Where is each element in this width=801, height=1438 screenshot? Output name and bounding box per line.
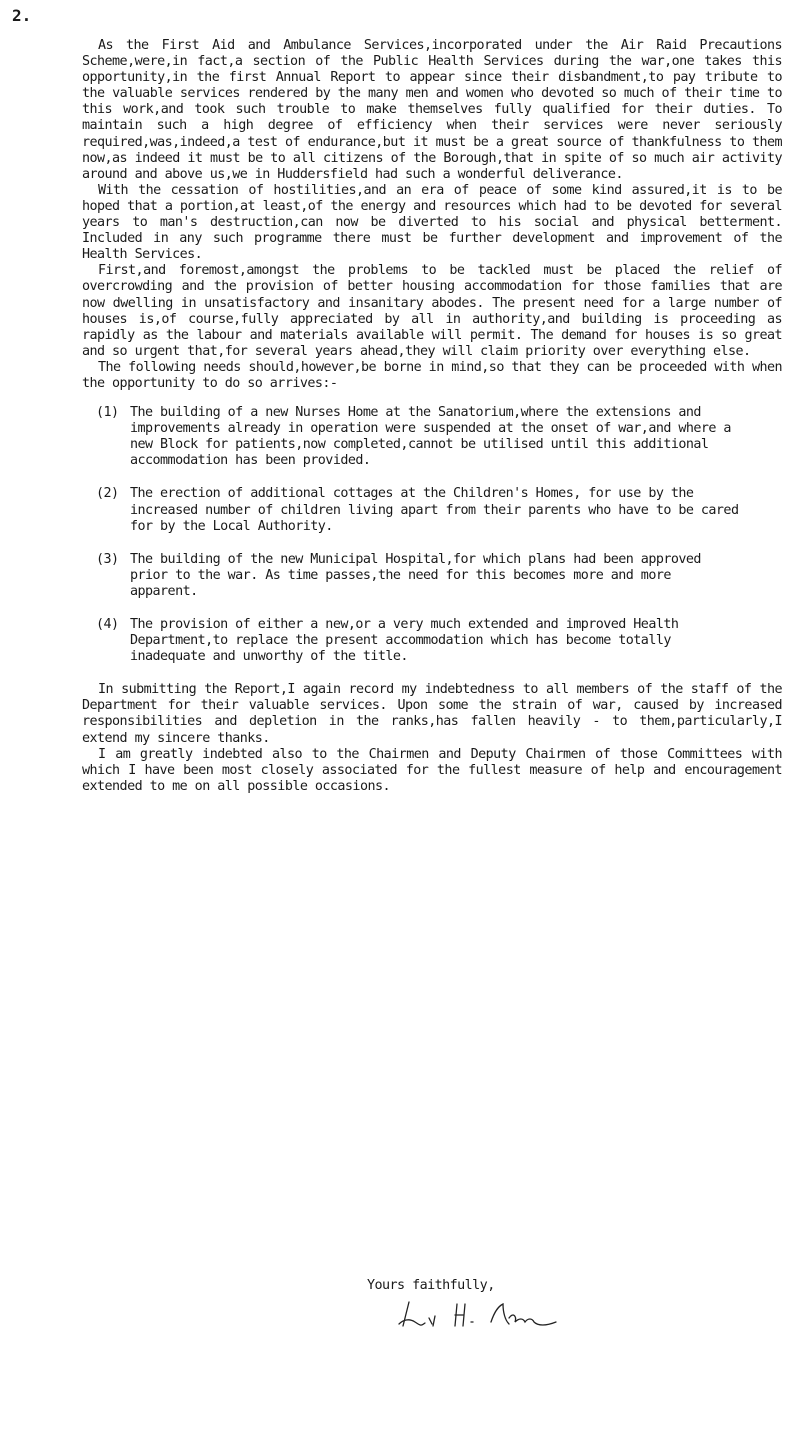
list-item-number: (1): [96, 405, 119, 421]
paragraph-committee-thanks: I am greatly indebted also to the Chairmen and Deputy Chairmen of those Committees with which I have been most closely associated for the fullest measure of help and encouragement extended to me on all possible occasions.: [82, 746, 782, 794]
page-number: 2.: [12, 6, 32, 25]
paragraph-peace: With the cessation of hostilities,and an era of peace of some kind assured,it is to be hoped that a portion,at least,of the energy and resources which had to be devoted for several years to man's destruction,can now be diverted to his social and physical betterment. Included in any such programme there must be further development and improvement of the Health Services.: [82, 182, 782, 263]
list-item: [96, 405, 782, 469]
paragraph-housing: First,and foremost,amongst the problems to be tackled must be placed the relief of overcrowding and the provision of better housing accommodation for those families that are now dwelling in unsatisfactory and insanitary abodes. The present need for a large number of houses is,of course,fully appreciated by all in authority,and building is proceeding as rapidly as the labour and materials available will permit. The demand for houses is so great and so urgent that,for several years ahead,they will claim priority over everything else.: [82, 263, 782, 359]
list-item: [96, 552, 782, 600]
handwritten-signature: [395, 1296, 575, 1332]
closing-section: [82, 682, 782, 795]
paragraph-needs-intro: The following needs should,however,be borne in mind,so that they can be proceeded with when the opportunity to do so arrives:-: [82, 359, 782, 391]
list-item-number: (2): [96, 486, 119, 502]
list-item-text: The provision of either a new,or a very much extended and improved Health Department,to replace the present accommodation which has become totally inadequate and unworthy of the title.: [130, 617, 679, 665]
list-item-text: The erection of additional cottages at the Children's Homes, for use by the increased number of children living apart from their parents who have to be cared for by the Local Authority.: [130, 486, 739, 534]
report-body: [82, 38, 782, 795]
list-item-text: The building of a new Nurses Home at the Sanatorium,where the extensions and improvements already in operation were suspended at the onset of war,and where a new Block for patients,now completed,cannot be utilised until this additional accommodation has been provided.: [130, 405, 731, 469]
list-item-number: (4): [96, 617, 119, 632]
needs-list: [82, 405, 782, 665]
paragraph-staff-thanks: In submitting the Report,I again record my indebtedness to all members of the staff of the Department for their valuable services. Upon some the strain of war, caused by increased responsibilities and depletion in the ranks,has fallen heavily - to them,particularly,I extend my sincere thanks.: [82, 682, 782, 746]
list-item: [96, 486, 782, 534]
list-item-text: The building of the new Municipal Hospital,for which plans had been approved prior to the war. As time passes,the need for this becomes more and more apparent.: [130, 551, 701, 599]
list-item: [96, 617, 782, 665]
paragraph-tribute: As the First Aid and Ambulance Services,incorporated under the Air Raid Precautions Scheme,were,in fact,a section of the Public Health Services during the war,one takes this opportunity,in the first Annual Report to appear since their disbandment,to pay tribute to the valuable services rendered by the many men and women who devoted so much of their time to this work,and took such trouble to make themselves fully qualified for their duties. To maintain such a high degree of efficiency when their services were never seriously required,was,indeed,a test of endurance,but it must be a great source of thankfulness to them now,as indeed it must be to all citizens of the Borough,that in spite of so much air activity around and above us,we in Huddersfield had such a wonderful deliverance.: [82, 38, 782, 182]
valediction: Yours faithfully,: [367, 1278, 495, 1293]
list-item-number: (3): [96, 551, 119, 567]
